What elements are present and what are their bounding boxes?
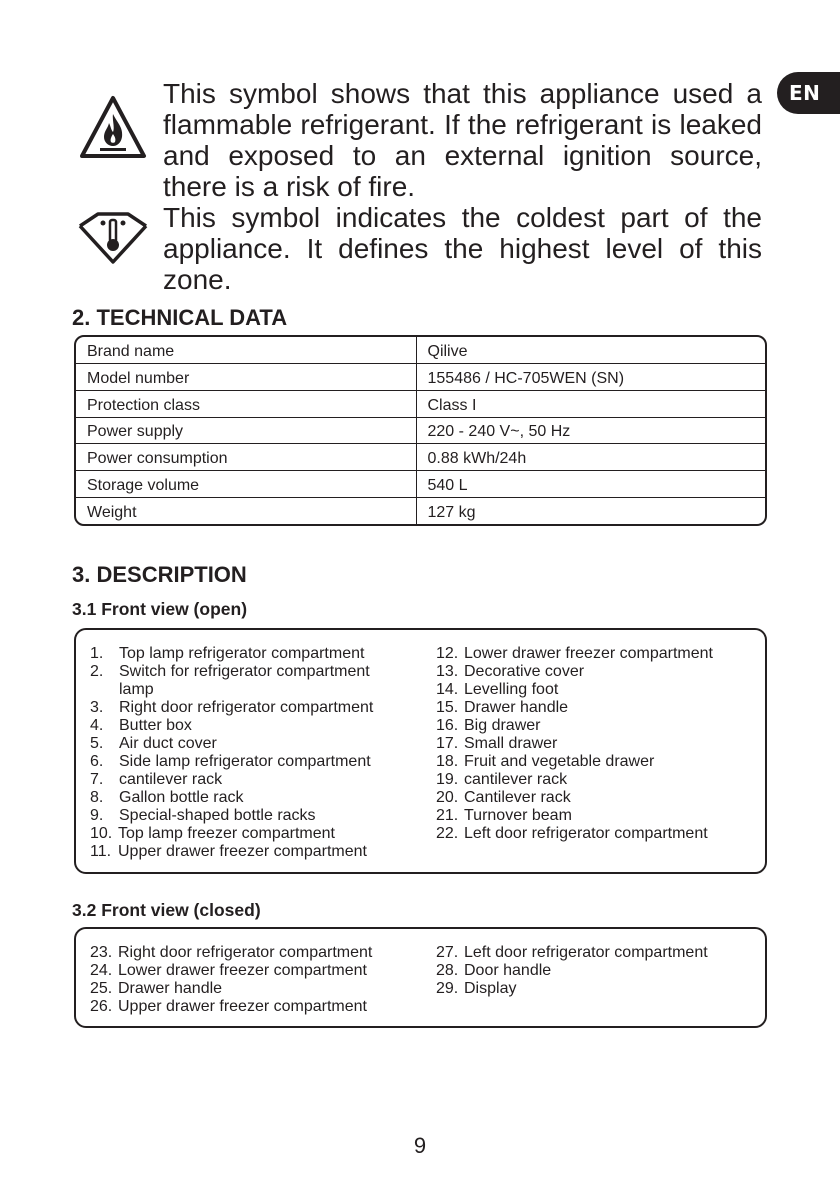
table-value: 127 kg xyxy=(427,503,476,521)
flammable-symbol-note xyxy=(78,78,762,202)
table-row xyxy=(76,364,765,391)
list-item-label: Drawer handle xyxy=(464,699,569,716)
list-item xyxy=(436,825,713,843)
list-item xyxy=(436,735,713,753)
list-item-label: Upper drawer freezer compartment xyxy=(118,998,367,1015)
table-value: 220 - 240 V~, 50 Hz xyxy=(416,417,765,444)
list-item xyxy=(90,980,372,998)
list-item-number: 13. xyxy=(436,663,459,680)
list-item xyxy=(90,771,373,789)
coldest-zone-symbol-text: This symbol indicates the coldest part of the appliance. It defines the highest level of this zone. xyxy=(163,202,762,295)
table-value: 155486 / HC-705WEN (SN) xyxy=(416,364,765,391)
front-view-closed-list xyxy=(74,927,767,1028)
list-item xyxy=(436,753,713,771)
technical-data-table xyxy=(74,335,767,526)
list-item-label: Left door refrigerator compartment xyxy=(464,944,708,961)
front-view-open-list xyxy=(74,628,767,874)
list-item-number: 23. xyxy=(90,944,113,961)
list-item-number: 12. xyxy=(436,645,459,662)
technical-data-heading: 2. TECHNICAL DATA xyxy=(72,305,288,330)
list-item-label: Big drawer xyxy=(464,717,541,734)
coldest-zone-icon xyxy=(76,204,150,266)
open-list-left-column xyxy=(90,645,373,861)
table-row xyxy=(76,337,765,364)
list-item xyxy=(436,962,708,980)
table-value: 540 L xyxy=(416,470,765,497)
list-item-label: Lower drawer freezer compartment xyxy=(464,645,713,662)
list-item-number: 7. xyxy=(90,771,104,788)
list-item-number: 16. xyxy=(436,717,459,734)
list-item xyxy=(436,681,713,699)
table-key: Model number xyxy=(76,364,416,391)
list-item-number: 4. xyxy=(90,717,104,734)
table-row xyxy=(76,497,765,524)
list-item-number: 20. xyxy=(436,789,459,806)
coldest-zone-symbol-note xyxy=(78,202,762,295)
list-item-number: 28. xyxy=(436,962,459,979)
list-item-label: Left door refrigerator compartment xyxy=(464,825,708,842)
list-item-number: 17. xyxy=(436,735,459,752)
list-item-label: Air duct cover xyxy=(119,735,217,752)
list-item-number: 14. xyxy=(436,681,459,698)
table-value: 0.88 kWh/24h xyxy=(416,444,765,471)
table-key: Power consumption xyxy=(76,444,416,471)
list-item-number: 10. xyxy=(90,825,113,842)
table-value: Qilive xyxy=(416,337,765,364)
list-item-number: 3. xyxy=(90,699,104,716)
open-list-right-column xyxy=(436,645,713,843)
list-item xyxy=(90,998,372,1016)
table-key: Brand name xyxy=(76,337,416,364)
list-item-number: 25. xyxy=(90,980,113,997)
list-item xyxy=(90,663,373,681)
table-key: Storage volume xyxy=(76,470,416,497)
list-item xyxy=(436,663,713,681)
list-item-label: Decorative cover xyxy=(464,663,585,680)
list-item-number: 18. xyxy=(436,753,459,770)
list-item-label: Turnover beam xyxy=(464,807,572,824)
table-row xyxy=(76,417,765,444)
list-item-label: Small drawer xyxy=(464,735,558,752)
list-item-number: 24. xyxy=(90,962,113,979)
list-item-label: Switch for refrigerator compartment xyxy=(119,663,370,680)
list-item-label: Gallon bottle rack xyxy=(119,789,244,806)
flammable-symbol-text: This symbol shows that this appliance used a flammable refrigerant. If the refrigerant is leaked and exposed to an external ignition source, there is a risk of fire. xyxy=(163,78,762,202)
list-item-label: Cantilever rack xyxy=(464,789,571,806)
list-item xyxy=(90,825,373,843)
table-key: Weight xyxy=(76,497,416,524)
list-item xyxy=(436,645,713,663)
list-item-number: 22. xyxy=(436,825,459,842)
closed-list-left-column xyxy=(90,944,372,1016)
list-item-number: 11. xyxy=(90,843,112,860)
list-item-label: Top lamp freezer compartment xyxy=(118,825,335,842)
closed-list-right-column xyxy=(436,944,708,998)
list-item xyxy=(90,681,373,699)
list-item-label: Butter box xyxy=(119,717,192,734)
list-item xyxy=(90,645,373,663)
front-view-closed-heading: 3.2 Front view (closed) xyxy=(72,900,261,920)
list-item-label: Fruit and vegetable drawer xyxy=(464,753,655,770)
list-item xyxy=(90,789,373,807)
list-item xyxy=(90,699,373,717)
list-item-number: 15. xyxy=(436,699,459,716)
list-item-label: Lower drawer freezer compartment xyxy=(118,962,367,979)
list-item-label: Door handle xyxy=(464,962,552,979)
list-item-label: lamp xyxy=(119,681,154,698)
list-item-label: Special-shaped bottle racks xyxy=(119,807,316,824)
list-item-label: Display xyxy=(464,980,517,997)
list-item xyxy=(90,717,373,735)
list-item-number: 29. xyxy=(436,980,459,997)
list-item-label: Side lamp refrigerator compartment xyxy=(119,753,371,770)
table-value: Class I xyxy=(416,390,765,417)
list-item xyxy=(90,807,373,825)
list-item xyxy=(436,807,713,825)
language-tab: EN xyxy=(777,72,840,114)
list-item xyxy=(90,753,373,771)
list-item-label: Levelling foot xyxy=(464,681,559,698)
list-item-number: 9. xyxy=(90,807,104,824)
table-row xyxy=(76,390,765,417)
list-item-label: Right door refrigerator compartment xyxy=(118,944,373,961)
list-item-label: cantilever rack xyxy=(464,771,568,788)
description-heading: 3. DESCRIPTION xyxy=(72,562,247,587)
list-item-label: Right door refrigerator compartment xyxy=(119,699,374,716)
list-item-label: Top lamp refrigerator compartment xyxy=(119,645,365,662)
list-item-number: 5. xyxy=(90,735,104,752)
list-item xyxy=(90,735,373,753)
table-row xyxy=(76,444,765,471)
list-item-number: 21. xyxy=(436,807,459,824)
list-item-number: 8. xyxy=(90,789,104,806)
list-item-number: 2. xyxy=(90,663,104,680)
list-item xyxy=(436,699,713,717)
list-item-label: Upper drawer freezer compartment xyxy=(118,843,367,860)
table-row xyxy=(76,470,765,497)
list-item-label: Drawer handle xyxy=(118,980,223,997)
list-item-number: 1. xyxy=(90,645,104,662)
list-item xyxy=(90,944,372,962)
front-view-open-heading: 3.1 Front view (open) xyxy=(72,599,248,619)
list-item xyxy=(436,980,708,998)
list-item xyxy=(436,944,708,962)
list-item-number: 27. xyxy=(436,944,459,961)
list-item-label: cantilever rack xyxy=(119,771,223,788)
list-item xyxy=(90,843,373,861)
list-item xyxy=(436,789,713,807)
list-item xyxy=(90,962,372,980)
table-key: Power supply xyxy=(76,417,416,444)
table-key: Protection class xyxy=(76,390,416,417)
list-item-number: 26. xyxy=(90,998,113,1015)
page-number: 9 xyxy=(413,1133,427,1158)
list-item xyxy=(436,717,713,735)
flammable-warning-icon xyxy=(78,94,148,164)
list-item xyxy=(436,771,713,789)
list-item-number: 19. xyxy=(436,771,459,788)
list-item-number: 6. xyxy=(90,753,104,770)
